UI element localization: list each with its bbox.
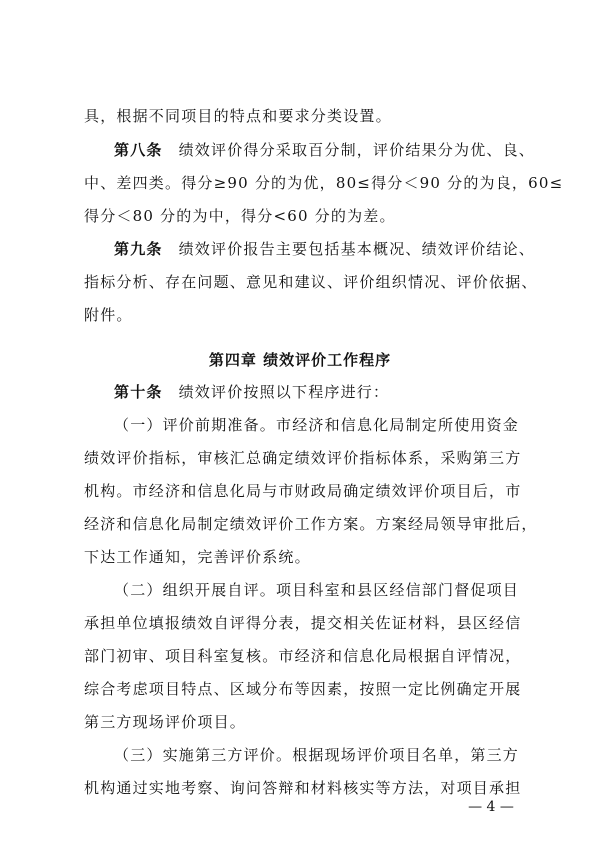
text-line: 第三方现场评价项目。 bbox=[84, 713, 247, 731]
text-line: 指标分析、存在问题、意见和建议、评价组织情况、评价依据、 bbox=[84, 273, 538, 291]
article-10-line bbox=[114, 382, 516, 402]
article-number: 第十条 bbox=[114, 383, 163, 401]
text-line: 附件。 bbox=[84, 306, 133, 324]
text-line: 中、差四类。得分≥90 分的为优，80≤得分＜90 分的为良，60≤ bbox=[84, 174, 564, 192]
text-line: 机构通过实地考察、询问答辩和材料核实等方法，对项目承担 bbox=[84, 779, 522, 797]
article-9-line bbox=[114, 239, 536, 259]
article-8-line bbox=[114, 140, 536, 160]
article-text: 绩效评价报告主要包括基本概况、绩效评价结论、 bbox=[178, 240, 536, 258]
article-text: 绩效评价按照以下程序进行： bbox=[178, 383, 390, 401]
page-number: — 4 — bbox=[468, 799, 514, 815]
text-line: （二）组织开展自评。项目科室和县区经信部门督促项目 bbox=[114, 581, 520, 599]
article-number: 第九条 bbox=[114, 240, 163, 258]
text-line: 具，根据不同项目的特点和要求分类设置。 bbox=[84, 107, 392, 125]
text-line: 得分＜80 分的为中，得分<60 分的为差。 bbox=[84, 207, 396, 225]
article-number: 第八条 bbox=[114, 141, 163, 159]
text-line: （三）实施第三方评价。根据现场评价项目名单，第三方 bbox=[114, 746, 520, 764]
text-line: 经济和信息化局制定绩效评价工作方案。方案经局领导审批后， bbox=[84, 515, 538, 533]
text-line: 承担单位填报绩效自评得分表，提交相关佐证材料，县区经信 bbox=[84, 614, 522, 632]
article-text: 绩效评价得分采取百分制，评价结果分为优、良、 bbox=[178, 141, 536, 159]
text-line: 绩效评价指标，审核汇总确定绩效评价指标体系，采购第三方 bbox=[84, 449, 522, 467]
text-line: 综合考虑项目特点、区域分布等因素，按照一定比例确定开展 bbox=[84, 680, 522, 698]
chapter-heading: 第四章 绩效评价工作程序 bbox=[208, 351, 392, 369]
text-line: （一）评价前期准备。市经济和信息化局制定所使用资金 bbox=[114, 416, 520, 434]
text-line: 下达工作通知，完善评价系统。 bbox=[84, 548, 311, 566]
text-line: 部门初审、项目科室复核。市经济和信息化局根据自评情况， bbox=[84, 647, 522, 665]
text-line: 机构。市经济和信息化局与市财政局确定绩效评价项目后，市 bbox=[84, 482, 522, 500]
